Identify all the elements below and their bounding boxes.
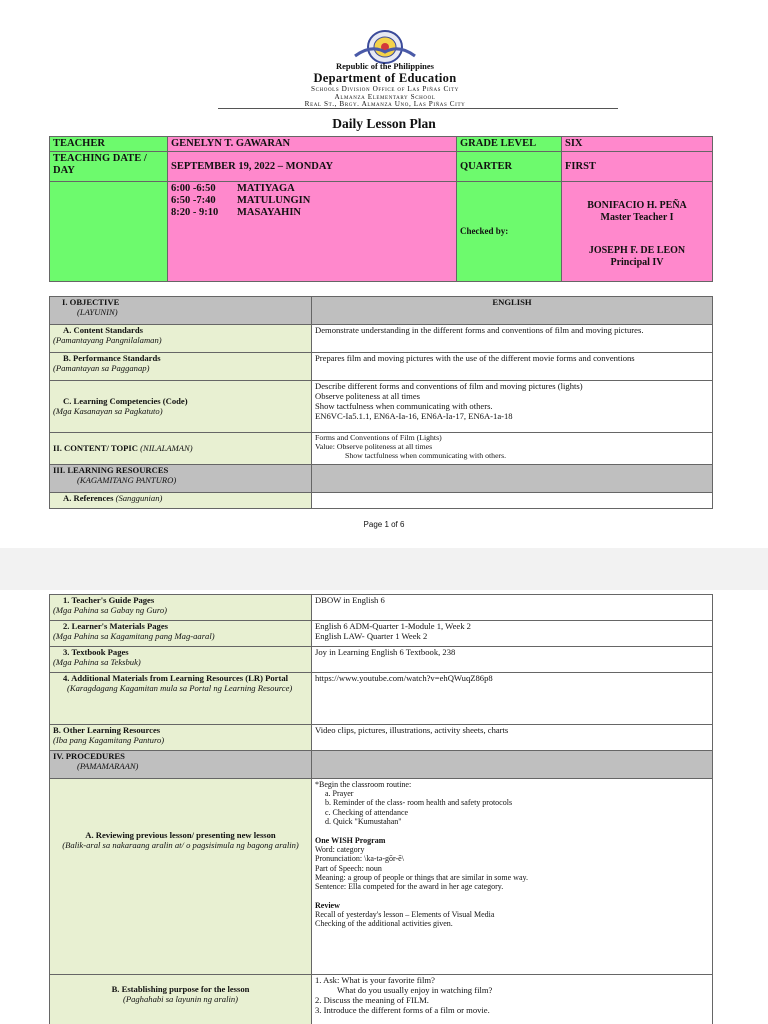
additional-materials-value: https://www.youtube.com/watch?v=ehQWuqZ86p8: [312, 673, 713, 725]
address-heading: Real St., Brgy. Almanza Uno, Las Piñas City: [304, 100, 466, 108]
checked-by-label: Checked by:: [457, 182, 562, 282]
teacher-value: GENELYN T. GAWARAN: [168, 137, 457, 152]
teacher-label: TEACHER: [50, 137, 168, 152]
learning-competencies-label: C. Learning Competencies (Code) (Mga Kasanayan sa Pagkatuto): [50, 381, 312, 433]
content-topic-label: II. CONTENT/ TOPIC (NILALAMAN): [50, 433, 312, 465]
date-label: TEACHING DATE / DAY: [50, 152, 168, 182]
establishing-purpose-label: B. Establishing purpose for the lesson (Paghahabi sa layunin ng aralin): [50, 975, 312, 1024]
textbook-label: 3. Textbook Pages (Mga Pahina sa Teksbuk): [50, 647, 312, 673]
grade-label: GRADE LEVEL: [457, 137, 562, 152]
references-label: A. References (Sanggunian): [50, 493, 312, 509]
schedule-empty-cell: [50, 182, 168, 282]
objectives-table: [49, 296, 713, 509]
checker2-title: Principal IV: [610, 256, 664, 268]
checker1-title: Master Teacher I: [600, 211, 674, 223]
deped-seal-logo: [351, 30, 419, 64]
schedule-row: 8:20 - 9:10 MASAYAHIN: [171, 207, 301, 219]
other-resources-label: B. Other Learning Resources (Iba pang Kagamitang Panturo): [50, 725, 312, 751]
learning-resources-header: III. LEARNING RESOURCES (KAGAMITANG PANTURO): [50, 465, 312, 493]
performance-standards-label: B. Performance Standards (Pamantayan sa Pagganap): [50, 353, 312, 381]
checker2-name: JOSEPH F. DE LEON: [588, 245, 686, 257]
quarter-label: QUARTER: [457, 152, 562, 182]
subject-header: ENGLISH: [312, 297, 713, 325]
schedule-cell: [168, 182, 457, 282]
schedule-row: 6:00 -6:50 MATIYAGA: [171, 183, 295, 195]
page-2: [0, 590, 768, 1024]
review-lesson-label: A. Reviewing previous lesson/ presenting new lesson (Balik-aral sa nakaraang aralin at/ o pagsisimula ng bagong aralin): [50, 779, 312, 975]
page-title: Daily Lesson Plan: [332, 116, 436, 131]
performance-standards-value: Prepares film and moving pictures with the use of the different movie forms and conventions: [312, 353, 713, 381]
additional-materials-label: 4. Additional Materials from Learning Resources (LR) Portal (Karagdagang Kagamitan mula sa Portal ng Learning Resource): [50, 673, 312, 725]
other-resources-value: Video clips, pictures, illustrations, activity sheets, charts: [312, 725, 713, 751]
establishing-purpose-value: 1. Ask: What is your favorite film? What do you usually enjoy in watching film? 2. Discuss the meaning of FILM. 3. Introduce the different forms of a film or movie.: [312, 975, 713, 1024]
teachers-guide-value: DBOW in English 6: [312, 595, 713, 621]
republic-heading: Republic of the Philippines: [335, 61, 434, 71]
page-number: Page 1 of 6: [363, 520, 405, 529]
content-topic-value: Forms and Conventions of Film (Lights) Value: Observe politeness at all times Show tactfulness when communicating with others.: [312, 433, 713, 465]
checkers-cell: [562, 182, 713, 282]
schedule-row: 6:50 -7:40 MATULUNGIN: [171, 195, 311, 207]
textbook-value: Joy in Learning English 6 Textbook, 238: [312, 647, 713, 673]
lesson-info-table: [49, 136, 713, 282]
learning-resources-empty: [312, 465, 713, 493]
page-gap: [0, 548, 768, 590]
resources-procedures-table: [49, 594, 713, 1024]
quarter-value: FIRST: [562, 152, 713, 182]
date-value: SEPTEMBER 19, 2022 – MONDAY: [168, 152, 457, 182]
teachers-guide-label: 1. Teacher's Guide Pages (Mga Pahina sa Gabay ng Guro): [50, 595, 312, 621]
review-lesson-value: *Begin the classroom routine: a. Prayer b. Reminder of the class- room health and safety protocols c. Checking of attendance d. Quick "Kumustahan" One WISH Program Word: category Pronunciation: \ka-tə-gōr-ē\ Part of Speech: noun Meaning: a group of people or things that are similar in some way. Sentence: Ella competed for the award in her age category. Review Recall of yesterday's lesson – Elements of Visual Media Checking of the additional activities given.: [312, 779, 713, 975]
school-heading: Almanza Elementary School: [334, 93, 436, 101]
content-standards-value: Demonstrate understanding in the different forms and conventions of film and moving pictures.: [312, 325, 713, 353]
procedures-header: IV. PROCEDURES (PAMAMARAAN): [50, 751, 312, 779]
department-heading: Department of Education: [313, 71, 457, 85]
learners-materials-label: 2. Learner's Materials Pages (Mga Pahina sa Kagamitang pang Mag-aaral): [50, 621, 312, 647]
learning-competencies-value: Describe different forms and conventions of film and moving pictures (lights) Observe politeness at all times Show tactfulness when communicating with others. EN6VC-Ia5.1.1, EN6A-Ia-16, EN6A-Ia-17, EN6A-1a-18: [312, 381, 713, 433]
objective-header: I. OBJECTIVE (LAYUNIN): [50, 297, 312, 325]
procedures-header-empty: [312, 751, 713, 779]
header-divider: [218, 108, 618, 109]
checker1-name: BONIFACIO H. PEÑA: [587, 200, 687, 212]
references-value: [312, 493, 713, 509]
learners-materials-value: English 6 ADM-Quarter 1-Module 1, Week 2 English LAW- Quarter 1 Week 2: [312, 621, 713, 647]
content-standards-label: A. Content Standards (Pamantayang Pangnilalaman): [50, 325, 312, 353]
division-heading: Schools Division Office of Las Piñas City: [311, 85, 459, 93]
grade-value: SIX: [562, 137, 713, 152]
